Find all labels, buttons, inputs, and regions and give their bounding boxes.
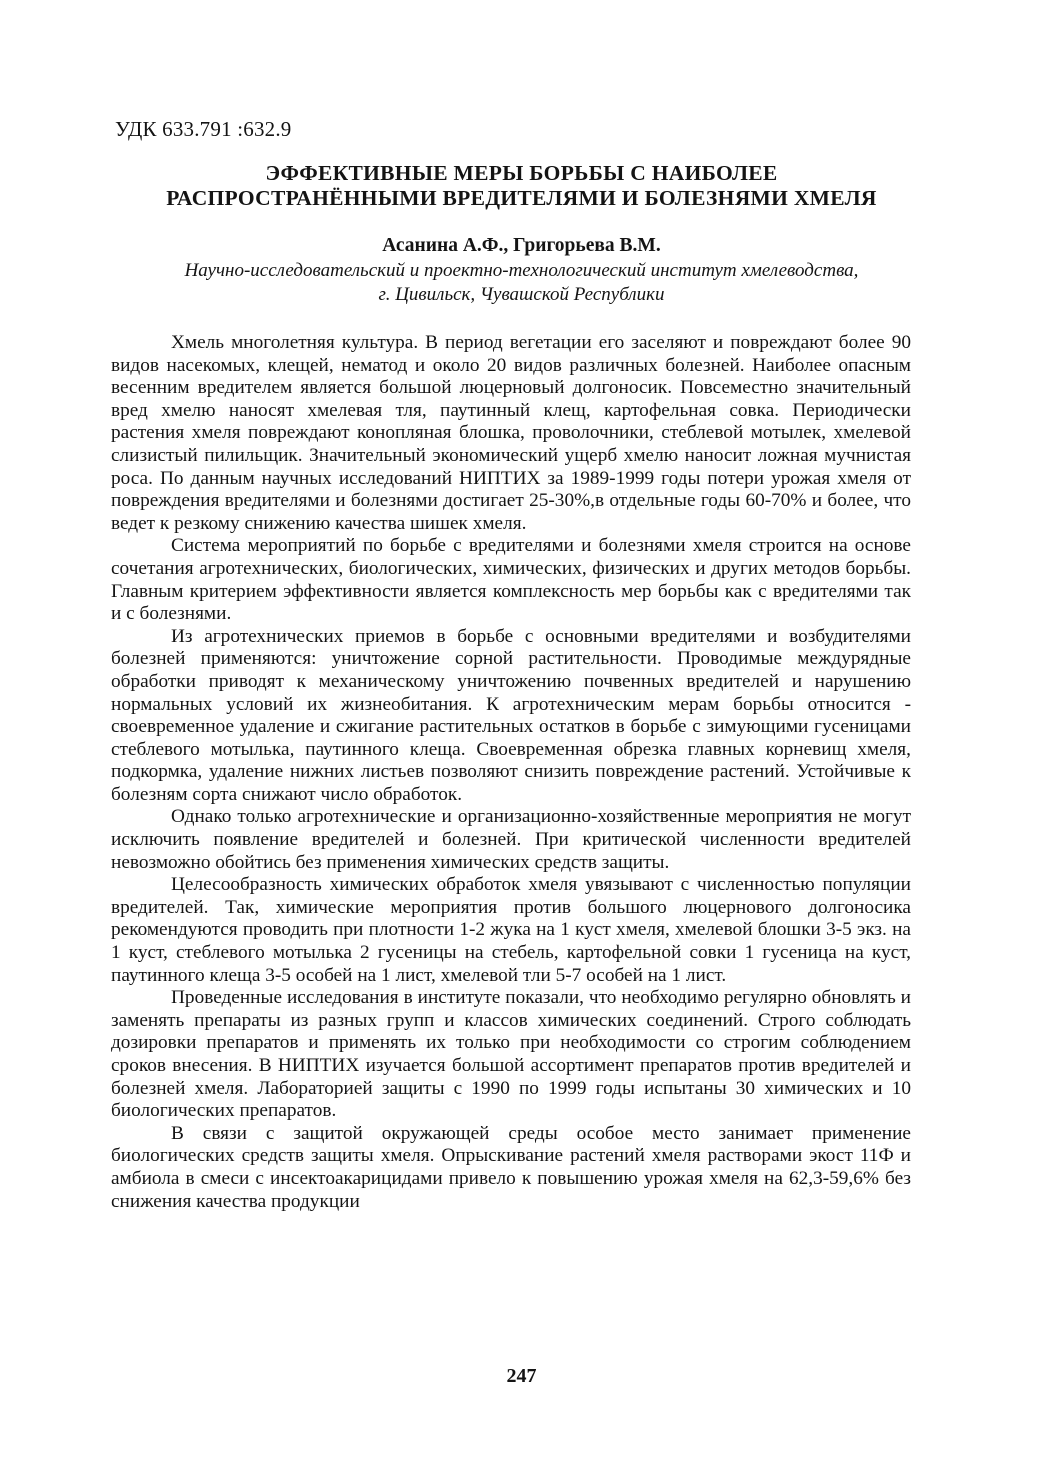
page-number: 247 [506, 1365, 537, 1387]
paragraph: Хмель многолетняя культура. В период вегетации его заселяют и повреждают более 90 видов насекомых, клещей, нематод и около 20 видов различных болезней. Наиболее опасным весенним вредителем является большой люцерновый долгоносик. Повсеместно значительный вред хмелю наносят хмелевая тля, паутинный клещ, картофельная совка. Периодически растения хмеля повреждают конопляная блошка, проволочники, стеблевой мотылек, хмелевой слизистый пилильщик. Значительный экономический ущерб хмелю наносит ложная мучнистая роса. По данным научных исследований НИПТИХ за 1989-1999 годы потери урожая хмеля от повреждения вредителями и болезнями достигает 25-30%,в отдельные годы 60-70% и более, что ведет к резкому снижению качества шишек хмеля. [111, 332, 911, 534]
title-line: ЭФФЕКТИВНЫЕ МЕРЫ БОРЬБЫ С НАИБОЛЕЕ [265, 161, 778, 185]
affiliation-line: Научно-исследовательский и проектно-технологический институт хмелеводства, [184, 260, 859, 281]
paragraph: В связи с защитой окружающей среды особое место занимает применение биологических средств защиты хмеля. Опрыскивание растений хмеля растворами экост 11Ф и амбиола в смеси с инсектоакарицидами привело к повышению урожая хмеля на 62,3-59,6% без снижения качества продукции [111, 1122, 911, 1212]
title-line: РАСПРОСТРАНЁННЫМИ ВРЕДИТЕЛЯМИ И БОЛЕЗНЯМИ ХМЕЛЯ [166, 186, 877, 210]
affiliation [100, 259, 943, 307]
article-body [111, 332, 911, 1213]
paragraph: Из агротехнических приемов в борьбе с основными вредителями и возбудителями болезней применяются: уничтожение сорной растительности. Проводимые междурядные обработки приводят к механическому уничтожению почвенных вредителей и нарушению нормальных условий их жизнеобитания. К агротехническим мерам борьбы относится - своевременное удаление и сжигание растительных остатков в борьбе с зимующими гусеницами стеблевого мотылька, паутинного клеща. Своевременная обрезка главных корневищ хмеля, подкормка, удаление нижних листьев позволяют снизить повреждение растений. Устойчивые к болезням сорта снижают число обработок. [111, 625, 911, 805]
udk-code: УДК 633.791 :632.9 [115, 117, 292, 141]
paragraph: Система мероприятий по борьбе с вредителями и болезнями хмеля строится на основе сочетания агротехнических, биологических, химических, физических и других методов борьбы. Главным критерием эффективности является комплексность мер борьбы как с вредителями так и с болезнями. [111, 535, 911, 625]
affiliation-line: г. Цивильск, Чувашской Республики [378, 284, 665, 305]
paragraph: Проведенные исследования в институте показали, что необходимо регулярно обновлять и заменять препараты из разных групп и классов химических соединений. Строго соблюдать дозировки препаратов и применять их только при необходимости со строгим соблюдением сроков внесения. В НИПТИХ изучается большой ассортимент препаратов против вредителей и болезней хмеля. Лабораторией защиты с 1990 по 1999 годы испытаны 30 химических и 10 биологических препаратов. [111, 987, 911, 1122]
paragraph: Однако только агротехнические и организационно-хозяйственные мероприятия не могут исключить появление вредителей и болезней. При критической численности вредителей невозможно обойтись без применения химических средств защиты. [111, 806, 911, 873]
article-title [100, 161, 943, 211]
paragraph: Целесообразность химических обработок хмеля увязывают с численностью популяции вредителей. Так, химические мероприятия против большого люцернового долгоносика рекомендуются проводить при плотности 1-2 жука на 1 куст хмеля, хмелевой блошки 3-5 экз. на 1 куст, стеблевого мотылька 2 гусеницы на стебель, картофельной совки 1 гусеница на куст, паутинного клеща 3-5 особей на 1 лист, хмелевой тли 5-7 особей на 1 лист. [111, 874, 911, 986]
authors: Асанина А.Ф., Григорьева В.М. [382, 235, 661, 256]
